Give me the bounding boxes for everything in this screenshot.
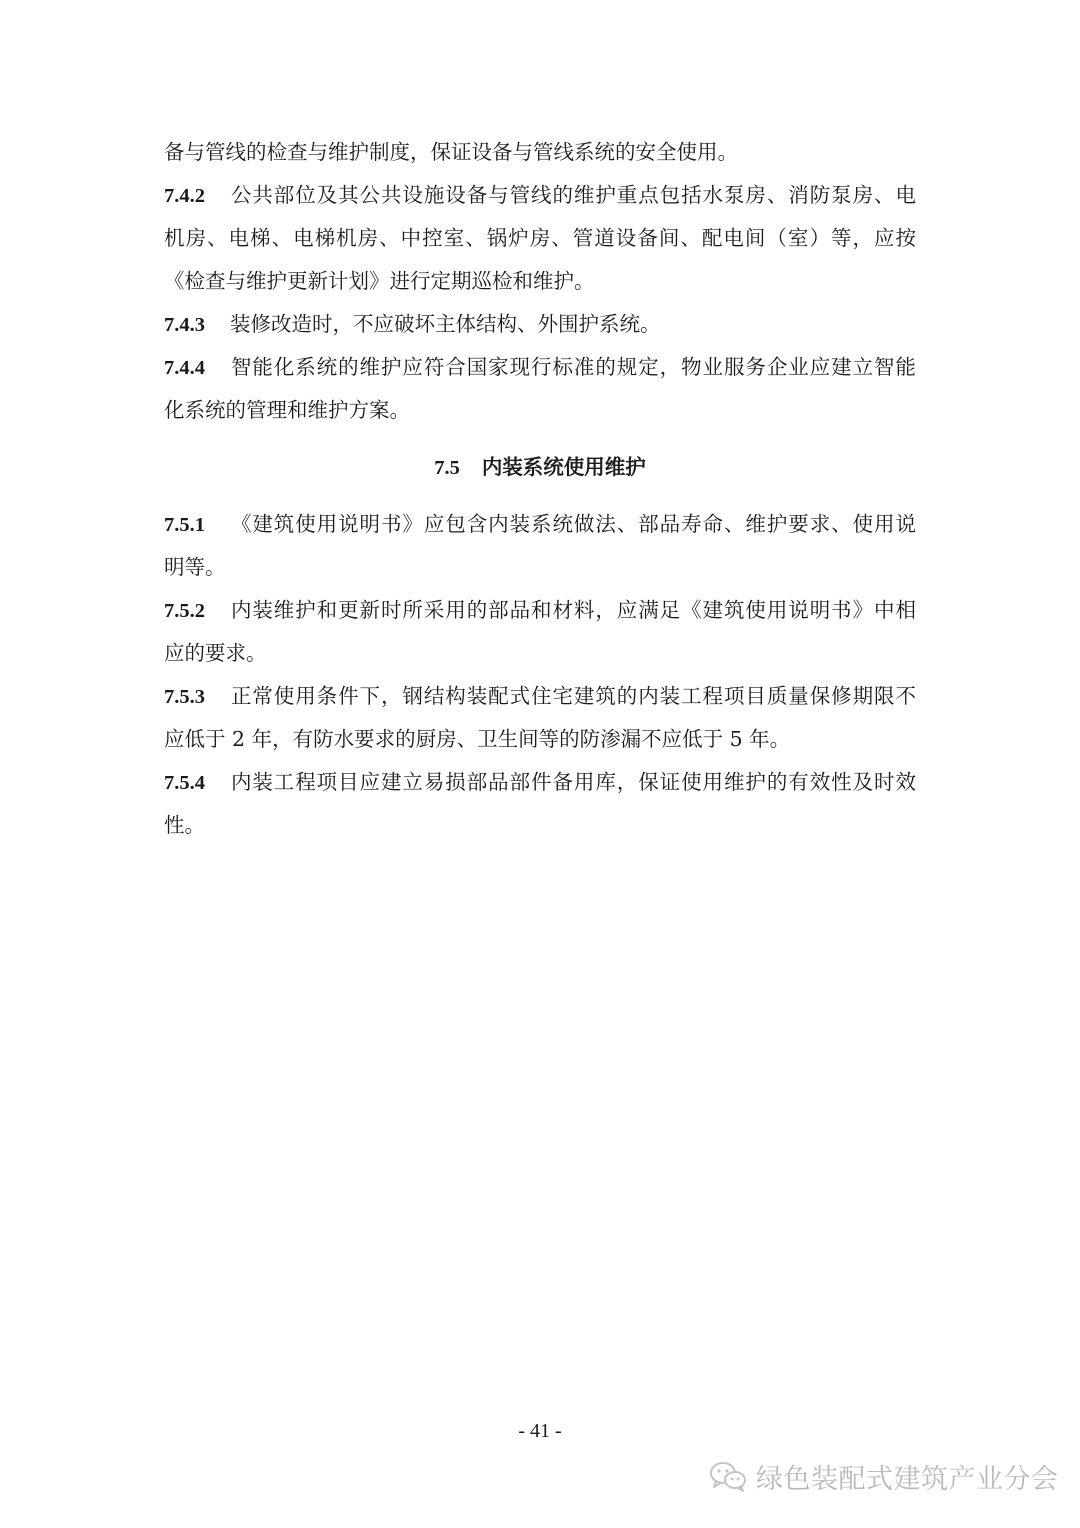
section-heading xyxy=(164,446,916,489)
clause-text: 内装维护和更新时所采用的部品和材料，应满足《建筑使用说明书》中相 xyxy=(230,598,916,622)
clause-7-4-4 xyxy=(164,346,916,432)
clause-number: 7.5.1 xyxy=(164,514,205,536)
paragraph-text: 备与管线的检查与维护制度，保证设备与管线系统的安全使用。 xyxy=(164,140,738,164)
page-content xyxy=(164,131,916,847)
clause-7-4-3 xyxy=(164,303,916,346)
clause-line xyxy=(164,389,916,432)
clause-text: 应的要求。 xyxy=(164,641,267,665)
clause-line xyxy=(164,260,916,303)
clause-text: 机房、电梯、电梯机房、中控室、锅炉房、管道设备间、配电间（室）等，应按 xyxy=(164,226,916,250)
clause-number: 7.4.4 xyxy=(164,357,205,379)
wechat-icon xyxy=(708,1459,748,1493)
clause-number: 7.4.2 xyxy=(164,185,205,207)
clause-number: 7.4.3 xyxy=(164,314,205,336)
clause-line xyxy=(164,303,916,346)
watermark-text: 绿色装配式建筑产业分会 xyxy=(756,1463,1059,1495)
clause-7-5-3 xyxy=(164,675,916,761)
clause-line xyxy=(164,503,916,546)
page-number: - 41 - xyxy=(518,1420,562,1442)
clause-7-5-1 xyxy=(164,503,916,589)
clause-line xyxy=(164,632,916,675)
clause-line xyxy=(164,589,916,632)
clause-line xyxy=(164,546,916,589)
clause-line xyxy=(164,174,916,217)
clause-text: 应低于 2 年，有防水要求的厨房、卫生间等的防渗漏不应低于 5 年。 xyxy=(164,727,791,751)
clause-number: 7.5.2 xyxy=(164,600,205,622)
clause-line xyxy=(164,804,916,847)
clause-line xyxy=(164,217,916,260)
clause-text: 《建筑使用说明书》应包含内装系统做法、部品寿命、维护要求、使用说 xyxy=(230,512,916,536)
clause-text: 化系统的管理和维护方案。 xyxy=(164,398,410,422)
clause-text: 明等。 xyxy=(164,555,226,579)
clause-text: 《检查与维护更新计划》进行定期巡检和维护。 xyxy=(164,269,595,293)
clause-line xyxy=(164,718,916,761)
clause-number: 7.5.4 xyxy=(164,772,205,794)
clause-line xyxy=(164,761,916,804)
clause-7-5-4 xyxy=(164,761,916,847)
watermark xyxy=(708,1452,1059,1500)
clause-line xyxy=(164,346,916,389)
paragraph-continuation xyxy=(164,131,916,174)
clause-7-4-2 xyxy=(164,174,916,303)
clause-number: 7.5.3 xyxy=(164,686,205,708)
clause-text: 性。 xyxy=(164,813,205,837)
clause-text: 内装工程项目应建立易损部品部件备用库，保证使用维护的有效性及时效 xyxy=(230,770,916,794)
clause-text: 智能化系统的维护应符合国家现行标准的规定，物业服务企业应建立智能 xyxy=(230,355,916,379)
section-title: 内装系统使用维护 xyxy=(481,455,646,479)
clause-text: 正常使用条件下，钢结构装配式住宅建筑的内装工程项目质量保修期限不 xyxy=(230,684,916,708)
clause-text: 公共部位及其公共设施设备与管线的维护重点包括水泵房、消防泵房、电 xyxy=(230,183,916,207)
clause-line xyxy=(164,675,916,718)
section-number: 7.5 xyxy=(434,457,460,479)
clause-7-5-2 xyxy=(164,589,916,675)
clause-text: 装修改造时，不应破坏主体结构、外围护系统。 xyxy=(230,312,661,336)
